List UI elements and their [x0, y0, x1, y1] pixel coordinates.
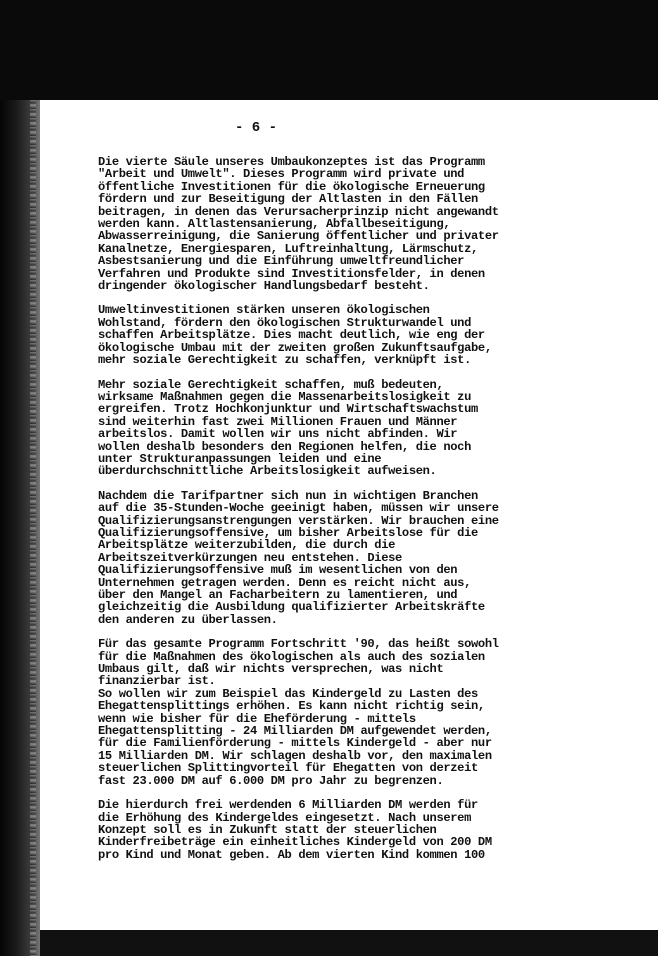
paragraph-milliarden — [98, 799, 618, 861]
text-line: Nachdem die Tarifpartner sich nun in wichtigen Branchen — [98, 488, 478, 503]
text-line: wenn wie bisher für die Eheförderung - mittels — [98, 711, 416, 726]
text-line: dringender ökologischer Handlungsbedarf besteht. — [98, 279, 430, 294]
text-line: überdurchschnittliche Arbeitslosigkeit aufweisen. — [98, 464, 437, 479]
text-line: "Arbeit und Umwelt". Dieses Programm wird private und — [98, 167, 465, 182]
text-line: ergreifen. Trotz Hochkonjunktur und Wirtschaftswachstum — [98, 402, 478, 417]
page-number: - 6 - — [235, 120, 278, 136]
text-line: mehr soziale Gerechtigkeit zu schaffen, verknüpft ist. — [98, 353, 472, 368]
text-line: über den Mangel an Facharbeitern zu lamentieren, und — [98, 588, 458, 602]
text-line: Wohlstand, fördern den ökologischen Strukturwandel und — [98, 315, 472, 330]
text-line: fast 23.000 DM auf 6.000 DM pro Jahr zu begrenzen. — [98, 773, 444, 788]
text-line: steuerlichen Splittingvorteil für Ehegatten von derzeit — [98, 761, 478, 776]
text-line: Die hierdurch frei werdenden 6 Milliarden DM werden für — [98, 798, 478, 813]
text-line: Mehr soziale Gerechtigkeit schaffen, muß bedeuten, — [98, 377, 444, 392]
text-line: die Erhöhung des Kindergeldes eingesetzt. Nach unserem — [98, 810, 472, 825]
text-line: den anderen zu überlassen. — [98, 612, 278, 627]
text-line: wollen deshalb besonders den Regionen helfen, die noch — [98, 439, 472, 454]
text-line: öffentliche Investitionen für die ökologische Erneuerung — [98, 179, 485, 194]
scan-border-top — [0, 0, 658, 100]
text-line: Umweltinvestitionen stärken unseren ökologischen — [98, 303, 430, 318]
text-line: für die Familienförderung - mittels Kindergeld - aber nur — [98, 736, 492, 751]
paragraph-arbeit-und-umwelt — [98, 156, 618, 292]
text-line: Umbaus gilt, daß wir nichts versprechen, was nicht — [98, 662, 444, 677]
text-line: gleichzeitig die Ausbildung qualifizierter Arbeitskräfte — [98, 600, 485, 615]
paragraph-fortschritt-90 — [98, 638, 618, 688]
text-line: ökologische Umbau mit der zweiten großen Zukunftsaufgabe, — [98, 340, 492, 355]
text-line: 15 Milliarden DM. Wir schlagen deshalb vor, den maximalen — [98, 748, 492, 763]
text-line: arbeitslos. Damit wollen wir uns nicht abfinden. Wir — [98, 427, 458, 442]
text-line: Arbeitszeitverkürzungen neu entstehen. Diese — [98, 550, 402, 565]
text-line: Kanalnetze, Energiesparen, Luftreinhaltung, Lärmschutz, — [98, 241, 478, 256]
text-line: werden kann. Altlastensanierung, Abfallbeseitigung, — [98, 217, 451, 232]
text-line: auf die 35-Stunden-Woche geeinigt haben, müssen wir unsere — [98, 501, 499, 516]
text-line: Abwasserreinigung, die Sanierung öffentlicher und privater — [98, 229, 499, 244]
scan-border-left — [0, 100, 40, 956]
text-line: Konzept soll es in Zukunft statt der steuerlichen — [98, 822, 437, 837]
text-line: Qualifizierungsoffensive muß im wesentlichen von den — [98, 563, 458, 578]
paragraph-qualifizierungsoffensive — [98, 490, 618, 626]
text-line: Arbeitsplätze weiterzubilden, die durch die — [98, 538, 396, 553]
paragraph-kindergeld — [98, 688, 618, 787]
text-line: schaffen Arbeitsplätze. Dies macht deutlich, wie eng der — [98, 328, 485, 343]
paragraph-umweltinvestitionen — [98, 304, 618, 366]
text-line: finanzierbar ist. — [98, 674, 216, 689]
document-body — [98, 156, 618, 873]
text-line: So wollen wir zum Beispiel das Kindergeld zu Lasten des — [98, 686, 478, 701]
text-line: für die Maßnahmen des ökologischen als auch des sozialen — [98, 649, 485, 664]
text-line: Die vierte Säule unseres Umbaukonzeptes ist das Programm — [98, 155, 485, 169]
text-line: Qualifizierungsoffensive, um bisher Arbeitslose für die — [98, 525, 478, 540]
text-line: beitragen, in denen das Verursacherprinzip nicht angewandt — [98, 204, 499, 219]
text-line: pro Kind und Monat geben. Ab dem vierten Kind kommen 100 — [98, 847, 485, 862]
text-line: Qualifizierungsanstrengungen verstärken. Wir brauchen eine — [98, 513, 499, 528]
text-line: Unternehmen getragen werden. Denn es reicht nicht aus, — [98, 575, 472, 590]
text-line: Verfahren und Produkte sind Investitionsfelder, in denen — [98, 266, 485, 281]
text-line: Asbestsanierung und die Einführung umweltfreundlicher — [98, 254, 465, 269]
text-line: sind weiterhin fast zwei Millionen Frauen und Männer — [98, 414, 458, 429]
text-line: Ehegattensplittings erhöhen. Es kann nicht richtig sein, — [98, 699, 485, 714]
text-line: fördern und zur Beseitigung der Altlasten in den Fällen — [98, 192, 478, 207]
paragraph-soziale-gerechtigkeit — [98, 379, 618, 478]
scan-border-bottom — [40, 930, 658, 956]
text-line: Ehegattensplitting - 24 Milliarden DM aufgewendet werden, — [98, 724, 492, 739]
text-line: Kinderfreibeträge ein einheitliches Kindergeld von 200 DM — [98, 835, 492, 850]
text-line: Für das gesamte Programm Fortschritt '90, das heißt sowohl — [98, 637, 499, 652]
text-line: unter Strukturanpassungen leiden und eine — [98, 451, 382, 466]
text-line: wirksame Maßnahmen gegen die Massenarbeitslosigkeit zu — [98, 389, 472, 404]
